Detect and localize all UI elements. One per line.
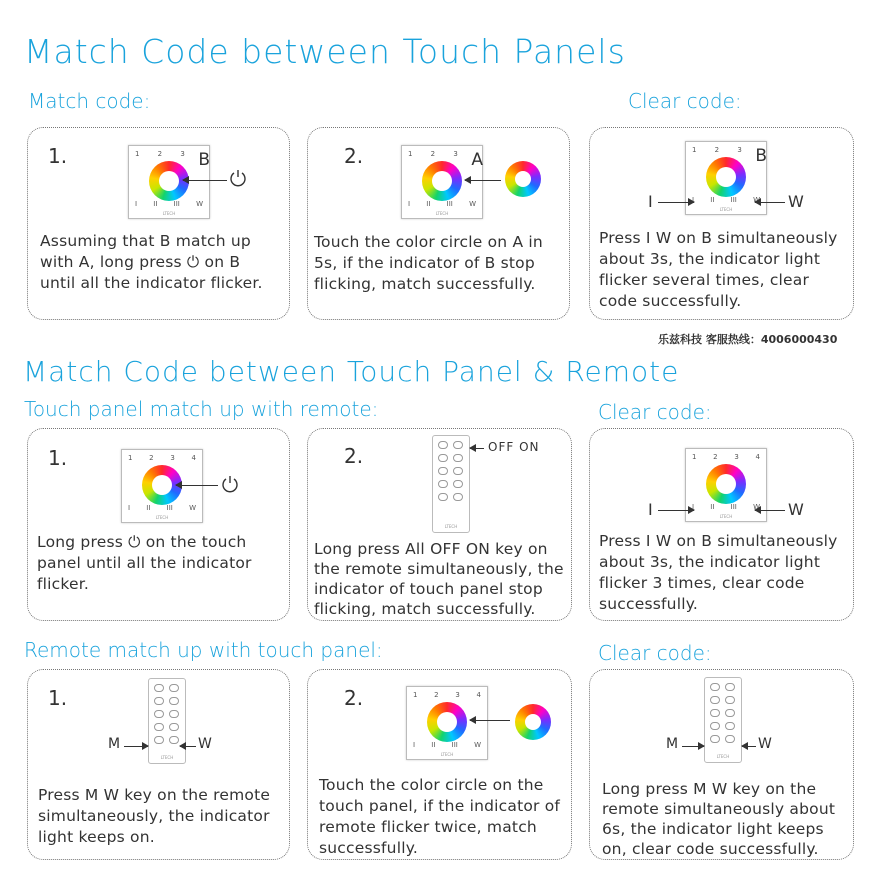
touch-panel-image xyxy=(128,145,210,219)
power-icon xyxy=(220,474,240,494)
panel-bottom-keys: I II III W xyxy=(413,741,481,749)
card-panel-remote-step-2 xyxy=(307,428,572,621)
panel-brand: LTECH xyxy=(162,211,176,216)
color-wheel-icon xyxy=(515,704,551,740)
panel-bottom-keys: I II III W xyxy=(135,200,203,208)
card-match-step-2 xyxy=(307,127,570,320)
panel-top-keys: 1 2 3 4 xyxy=(692,453,760,461)
step-description: Press M W key on the remote simultaneously, the indicator light keeps on. xyxy=(38,786,271,846)
arrow-icon xyxy=(176,485,218,486)
arrow-icon xyxy=(658,510,694,511)
color-wheel-icon xyxy=(706,157,746,197)
step-description: Long press ⏻ on the touch panel until all the indicator flicker. xyxy=(37,533,252,593)
key-label-left: M xyxy=(666,736,679,752)
card-match-step-1 xyxy=(27,127,290,320)
panel-top-keys: 1 2 3 4 xyxy=(128,454,196,462)
color-wheel-icon xyxy=(427,702,467,742)
arrow-icon xyxy=(465,180,501,181)
arrow-icon xyxy=(755,202,785,203)
key-label-left: I xyxy=(648,500,653,519)
panel-letter: B xyxy=(198,150,210,170)
step-description: Assuming that B match up with A, long press ⏻ on B until all the indicator flicker. xyxy=(40,232,263,292)
step-number: 2. xyxy=(344,686,364,710)
arrow-icon xyxy=(180,746,196,747)
color-wheel-icon xyxy=(706,464,746,504)
off-on-label: OFF ON xyxy=(488,440,540,454)
key-label-right: W xyxy=(198,736,212,752)
remote-control-image xyxy=(704,677,742,763)
card-clear-code-3 xyxy=(589,669,854,860)
key-label-right: W xyxy=(758,736,772,752)
panel-brand: LTECH xyxy=(155,515,169,520)
panel-brand: LTECH xyxy=(435,211,449,216)
remote-control-image xyxy=(148,678,186,764)
arrow-icon xyxy=(742,746,756,747)
step-description: Press I W on B simultaneously about 3s, the indicator light flicker several times, clear code successfully. xyxy=(599,229,838,310)
panel-top-keys: 1 2 3 xyxy=(692,146,742,154)
step-description: Long press All OFF ON key on the remote simultaneously, the indicator of touch panel stop flicking, match successfully. xyxy=(314,540,564,618)
remote-brand: LTECH xyxy=(716,754,730,759)
section1-title: Match Code between Touch Panels xyxy=(24,32,626,71)
arrow-icon xyxy=(470,720,510,721)
remote-brand: LTECH xyxy=(160,755,174,760)
key-label-left: I xyxy=(648,192,653,211)
step-description: Touch the color circle on the touch panel, if the indicator of remote flicker twice, match successfully. xyxy=(319,776,561,857)
panel-bottom-keys: II III xyxy=(710,503,737,511)
step-description: Long press M W key on the remote simultaneously about 6s, the indicator light keeps on, clear code successfully. xyxy=(602,780,836,858)
panel-brand: LTECH xyxy=(719,514,733,519)
step-number: 1. xyxy=(48,144,68,168)
panel-top-keys: 1 2 3 4 xyxy=(413,691,481,699)
arrow-icon xyxy=(755,510,785,511)
card-remote-panel-step-1 xyxy=(27,669,290,860)
panel-bottom-keys: I II III W xyxy=(128,504,196,512)
arrow-icon xyxy=(124,746,148,747)
card-panel-remote-step-1 xyxy=(27,428,290,621)
card-clear-code-1 xyxy=(589,127,854,320)
step-number: 2. xyxy=(344,144,364,168)
panel-letter: B xyxy=(755,146,767,166)
step-number: 1. xyxy=(48,446,68,470)
key-label-right: W xyxy=(788,192,804,211)
remote-control-image xyxy=(432,435,470,533)
card-remote-panel-step-2 xyxy=(307,669,572,860)
panel-bottom-keys: II III xyxy=(710,196,737,204)
panel-top-keys: 1 2 3 xyxy=(135,150,185,158)
arrow-icon xyxy=(682,746,704,747)
clear-code-heading: Clear code: xyxy=(598,641,712,665)
card-clear-code-2 xyxy=(589,428,854,621)
match-code-heading: Match code: xyxy=(28,89,151,113)
panel-brand: LTECH xyxy=(440,752,454,757)
section2-title: Match Code between Touch Panel & Remote xyxy=(23,355,680,388)
color-wheel-icon xyxy=(505,161,541,197)
remote-brand: LTECH xyxy=(444,524,458,529)
panel-bottom-keys: I II III W xyxy=(408,200,476,208)
clear-code-heading: Clear code: xyxy=(598,400,712,424)
panel-letter: A xyxy=(471,150,483,170)
clear-code-heading: Clear code: xyxy=(628,89,742,113)
arrow-icon xyxy=(658,202,694,203)
touch-panel-match-heading: Touch panel match up with remote: xyxy=(24,397,379,421)
step-description: Press I W on B simultaneously about 3s, the indicator light flicker 3 times, clear code successfully. xyxy=(599,532,838,613)
panel-brand: LTECH xyxy=(719,207,733,212)
touch-panel-image xyxy=(121,449,203,523)
arrow-icon xyxy=(470,448,484,449)
step-number: 2. xyxy=(344,444,364,468)
arrow-icon xyxy=(183,180,227,181)
power-icon xyxy=(228,168,248,188)
color-wheel-icon xyxy=(422,161,462,201)
step-number: 1. xyxy=(48,686,68,710)
panel-top-keys: 1 2 3 xyxy=(408,150,458,158)
remote-match-heading: Remote match up with touch panel: xyxy=(24,638,383,662)
step-description: Touch the color circle on A in 5s, if the indicator of B stop flicking, match successfully. xyxy=(314,233,543,293)
key-label-left: M xyxy=(108,736,121,752)
key-label-right: W xyxy=(788,500,804,519)
customer-hotline: 乐兹科技 客服热线：4006000430 xyxy=(658,333,838,346)
